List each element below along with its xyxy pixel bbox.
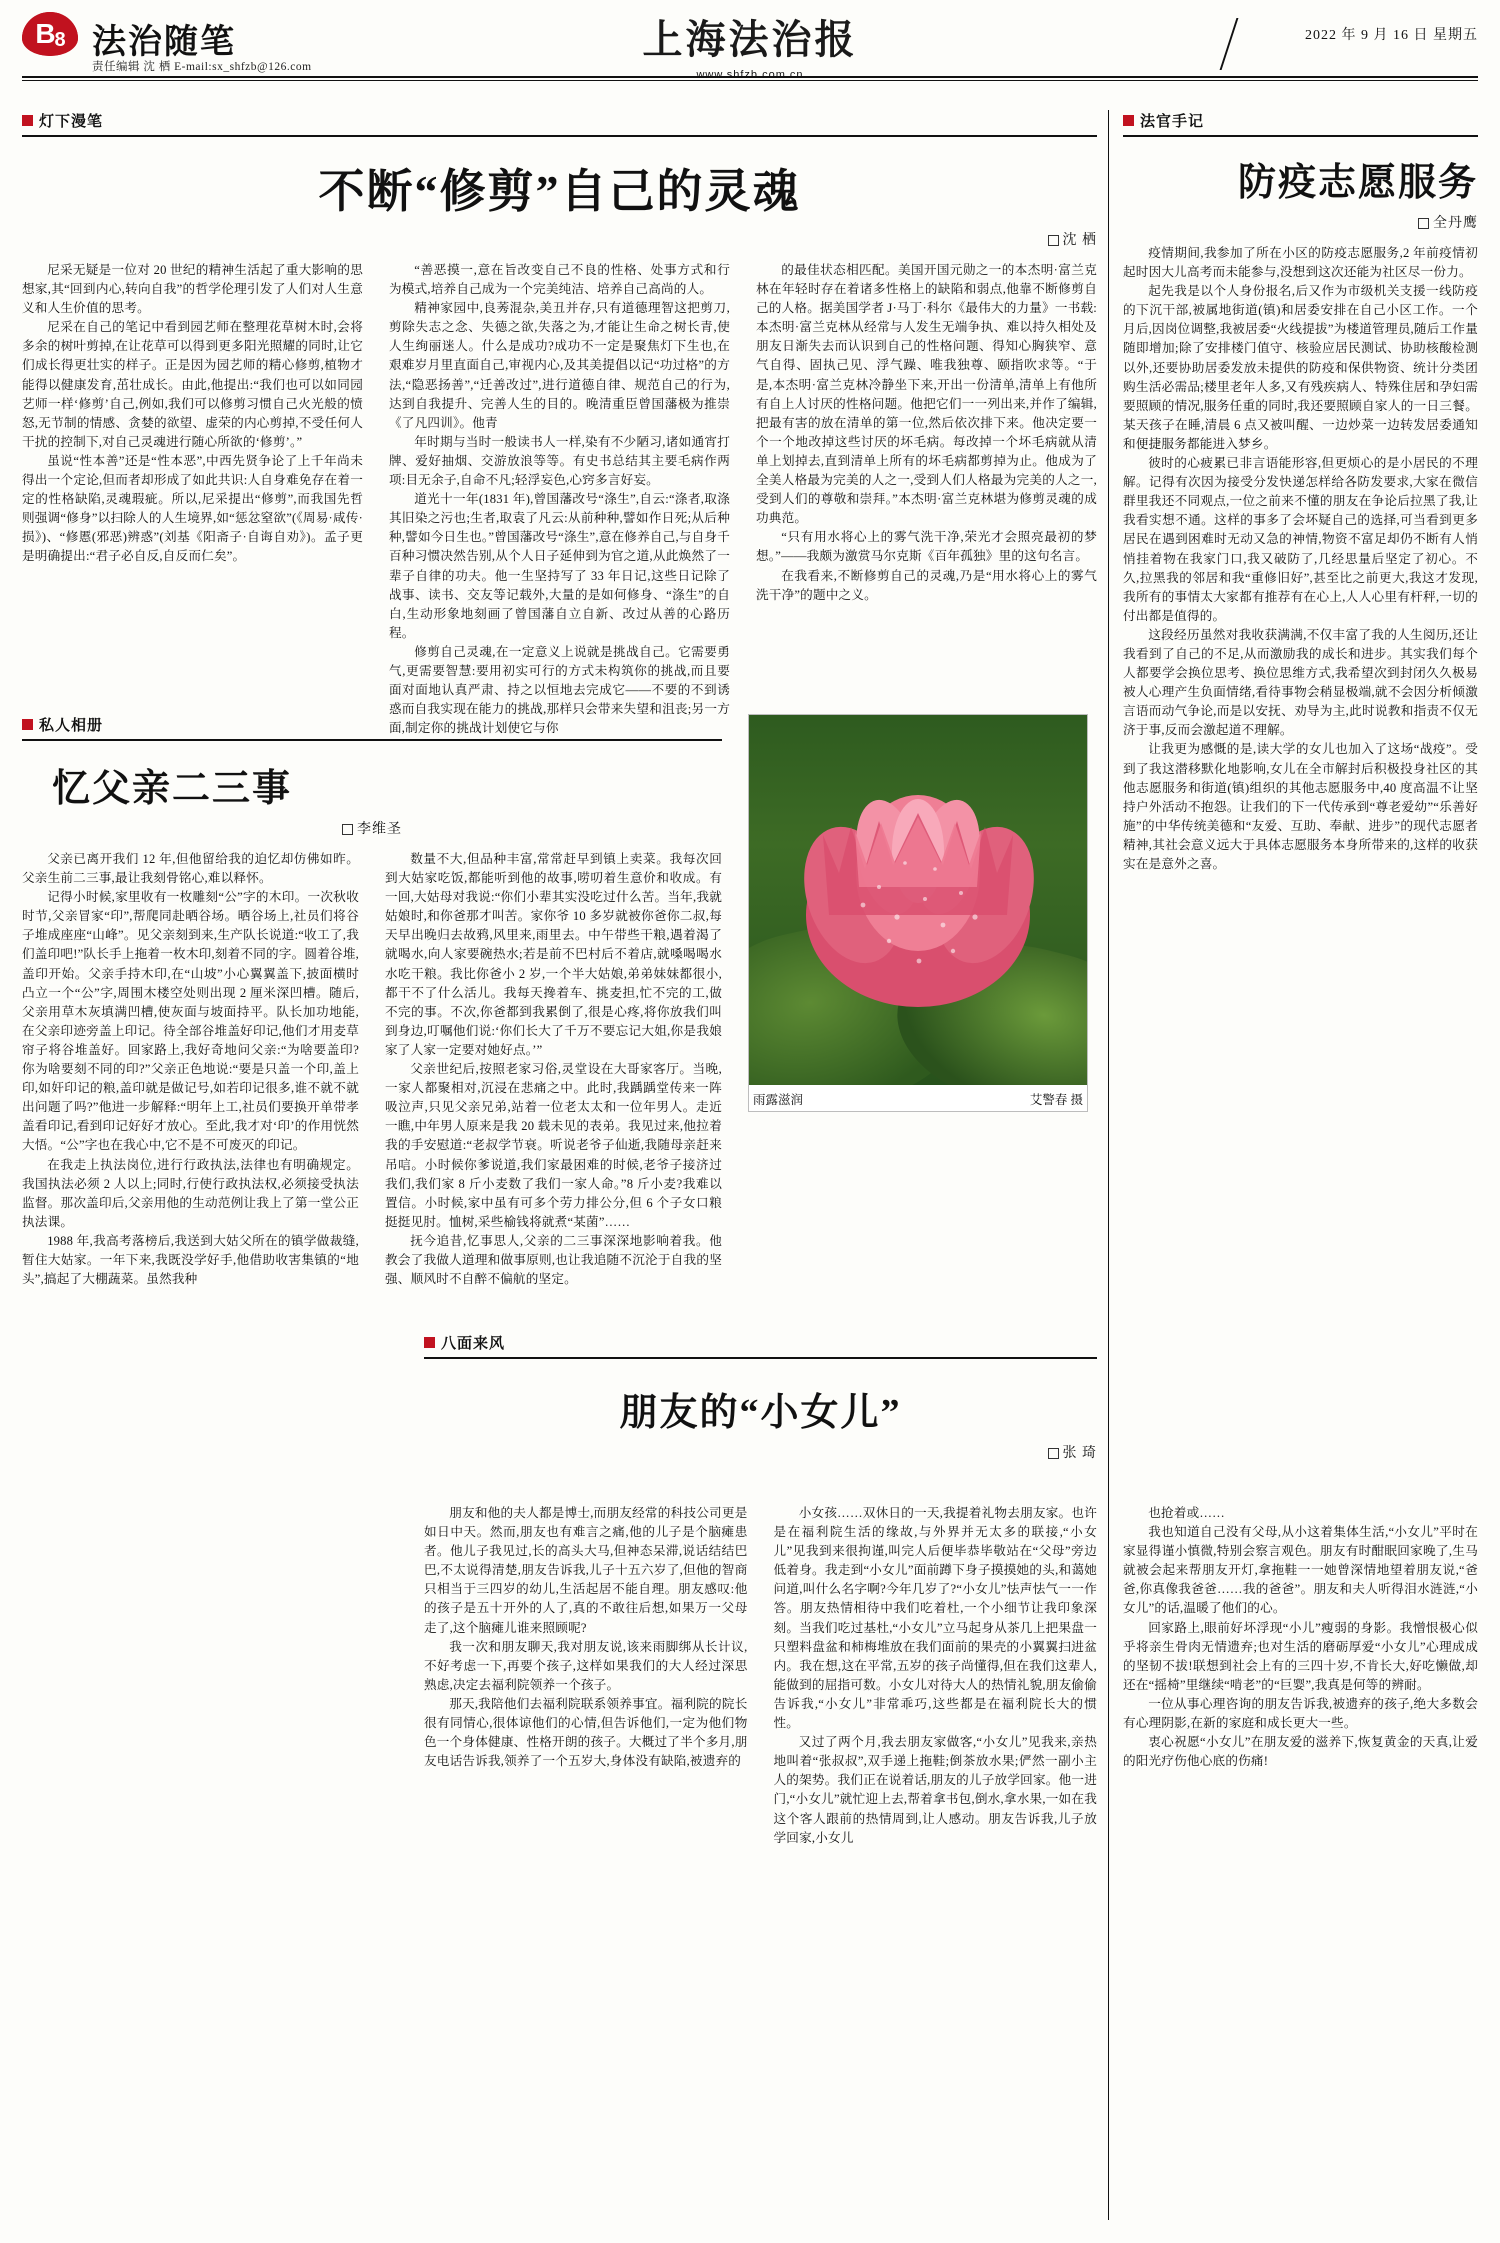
column-label-1-rule bbox=[22, 135, 1097, 137]
paragraph: “善恶摸一,意在旨改变自己不良的性格、处事方式和行为模式,培养自己成为一个完美纯洁、培养自己高尚的人。 bbox=[389, 263, 730, 297]
editor-credit-line: 责任编辑 沈 栖 E-mail:sx_shfzb@126.com bbox=[92, 61, 312, 73]
paragraph: 的最佳状态相匹配。美国开国元勋之一的本杰明·富兰克林在年轻时存在着诸多性格上的缺陷和弱点,他靠不断修剪自己的人格。据美国学者 J·马丁·科尔《最伟大的力量》一书载:本杰明·富兰克林从经常与人发生无端争执、难以持久相处及朋友日渐失去而认识到自己的性格问题、得知心胸狭窄、意气自得、固执己见、浮气躁、唯我独尊、颐指吹求等。“于是,本杰明·富兰克林冷静坐下来,开出一份清单,清单上有他所有自上人讨厌的性格问题。他把它们一一列出来,并作了编辑,把最有害的放在清单的第一位,然后依次排下来。他决定要一个一个地改掉这些讨厌的坏毛病。每改掉一个坏毛病就从清单上划掉去,直到清单上所有的坏毛病都剪掉为止。他成为了全美人格最为完美的人之一,受到人们人格最为完美的人之一,受到人们的尊敬和崇拜。”本杰明·富兰克林堪为修剪灵魂的成功典范。 bbox=[756, 263, 1097, 526]
issue-date: 2022 年 9 月 16 日 星期五 bbox=[1305, 28, 1478, 43]
paragraph: 又过了两个月,我去朋友家做客,“小女儿”见我来,亲热地叫着“张叔叔”,双手递上拖鞋;倒茶放水果;俨然一副小主人的架势。我们正在说着话,朋友的儿子放学回家。他一进门,“小女儿”就忙迎上去,帮着拿书包,倒水,拿水果,一如在我这个客人跟前的热情周到,让人感动。朋友告诉我,儿子放学回家,小女儿 bbox=[773, 1735, 1097, 1845]
byline-1 bbox=[22, 229, 1097, 249]
paragraph: 记得小时候,家里收有一枚雕刻“公”字的木印。一次秋收时节,父亲冒家“印”,帮爬同赴晒谷场。晒谷场上,社员们将谷子堆成座座“山峰”。见父亲刻到来,生产队长说道:“收工了,我们盖印吧!”队长手上拖着一枚木印,刻着不同的字。圆着谷堆,盖印开始。父亲手持木印,在“山坡”小心翼翼盖下,披面横时凸立一个“公”字,周围木楼空处则出现 2 厘米深凹槽。随后,父亲用草木灰填满凹槽,使灰面与坡面持平。队长加功地能,在父亲印迹旁盖上印记。待全部谷堆盖好印记,他们才用麦草帘子将谷堆盖好。回家路上,我好奇地问父亲:“为啥要盖印?你为啥要刻不同的印?”父亲正色地说:“要是只盖一个印,盖上印,如奸印记的粮,盖印就是做记号,如若印记很多,谁不就不就出问题了吗?”他进一步解释:“明年上工,社员们要换开单带孝盖看印记,看到印记好好才放心。至此,我才对‘印’的作用恍然大悟。“公”字也在我心中,它不是不可废灭的印记。 bbox=[22, 890, 359, 1153]
paper-name: 上海法治报 bbox=[642, 17, 858, 62]
byline-2-text: 李维圣 bbox=[357, 822, 402, 837]
column-label-4 bbox=[1123, 110, 1478, 135]
byline-4 bbox=[1123, 212, 1478, 232]
byline-box-icon bbox=[1048, 235, 1059, 246]
column-label-1-text: 灯下漫笔 bbox=[39, 114, 104, 130]
paragraph: 那天,我陪他们去福利院联系领养事宜。福利院的院长很有同情心,很体谅他们的心情,但告诉他们,一定为他们物色一个身体健康、性格开朗的孩子。大概过了半个多月,朋友电话告诉我,领养了一个五岁大,身体没有缺陷,被遗弃的 bbox=[424, 1696, 748, 1769]
paragraph: 尼采在自己的笔记中看到园艺师在整理花草树木时,会将多余的树叶剪掉,在让花草可以得到更多阳光照耀的同时,让它们成长得更壮实的样子。正是因为园艺师的精心修剪,植物才能得以健康发育,茁壮成长。由此,他提出:“我们也可以如同园艺师一样‘修剪’自己,例如,我们可以修剪习惯自己火光般的愤怒,无节制的情感、贪婪的欲望、虚荣的内心剪掉,不受任何人干扰的控制下,对自己灵魂进行随心所欲的‘修剪’。” bbox=[22, 320, 363, 449]
label-marker-icon bbox=[1123, 115, 1134, 126]
paragraph: 朋友和他的夫人都是博士,而朋友经常的科技公司更是如日中天。然而,朋友也有难言之痛,他的儿子是个脑瘫患者。他儿子我见过,长的高头大马,但神态呆滞,说话结结巴巴,不太说得清楚,朋友告诉我,儿子十五六岁了,但他的智商只相当于三四岁的幼儿,生活起居不能自理。朋友感叹:他的孩子是五十开外的人了,真的不敢往后想,如果万一父母走了,这个脑瘫儿谁来照顾呢? bbox=[424, 1506, 748, 1635]
paragraph: 在我走上执法岗位,进行行政执法,法律也有明确规定。我国执法必须 2 人以上;同时,行使行政执法权,必须接受执法监督。那次盖印后,父亲用他的生动范例让我上了第一堂公正执法课。 bbox=[22, 1157, 359, 1229]
section-title: 法治随笔 bbox=[92, 24, 236, 61]
page-number-badge bbox=[22, 12, 78, 56]
paragraph: 1988 年,我高考落榜后,我送到大姑父所在的镇学做裁缝,暂住大姑家。一年下来,我既没学好手,他借助收害集镇的“地头”,搞起了大棚蔬菜。虽然我种 bbox=[22, 1233, 359, 1287]
article-1-columns bbox=[22, 261, 1097, 738]
column-label-3 bbox=[424, 1332, 1097, 1357]
photo-caption: 雨露滋润 bbox=[753, 1093, 804, 1107]
column-separator bbox=[1108, 110, 1109, 2220]
column-label-4-rule bbox=[1123, 135, 1478, 137]
byline-3 bbox=[424, 1442, 1097, 1462]
column-label-3-rule bbox=[424, 1357, 1097, 1359]
paragraph: 道光十一年(1831 年),曾国藩改号“涤生”,自云:“涤者,取涤其旧染之污也;生者,取袁了凡云:从前种种,譬如作日死;从后种种,譬如今日生也。”曾国藩改号“涤生”,意在修养自己,与自身千百种习惯决然告别,从个人日子延伸到为官之道,从此焕然了一辈子自律的功夫。他一生坚持写了 33 年日记,这些日记除了战事、读书、交友等记载外,大量的是如何修身、“涤生”的自白,生动形象地刻画了曾国藩自立自新、改过从善的心路历程。 bbox=[389, 492, 730, 640]
byline-1-text: 沈 栖 bbox=[1062, 233, 1097, 248]
label-marker-icon bbox=[22, 115, 33, 126]
article-4-body bbox=[1123, 244, 1478, 874]
paragraph: 尼采无疑是一位对 20 世纪的精神生活起了重大影响的思想家,其“回到内心,转向自我”的哲学伦理引发了人们对人生意义和人生价值的思考。 bbox=[22, 263, 363, 316]
article-3-columns bbox=[424, 1504, 1097, 1848]
article-3-two-col bbox=[424, 1504, 1097, 1848]
paragraph: 一位从事心理咨询的朋友告诉我,被遗弃的孩子,绝大多数会有心理阴影,在新的家庭和成长更大一些。 bbox=[1123, 1696, 1478, 1731]
paragraph: 起先我是以个人身份报名,后又作为市级机关支援一线防疫的下沉干部,被属地街道(镇)和居委安排在自己小区工作。一个月后,因岗位调整,我被居委“火线提拔”为楼道管理员,随后工作量随即增加;除了安排楼门值守、核验应居民测试、协助核酸检测以外,还要协助居委发放未提供的防疫和保供物资、统计分类团购生活必需品;楼里老年人多,又有残疾病人、特殊住居和孕妇需要照顾的情况,服务任重的同时,我还要照顾自家人的一日三餐。某天孩子在睡,清晨 6 点又被叫醒、一边炒菜一边转发居委通知和便捷服务都能进入梦乡。 bbox=[1123, 284, 1478, 451]
newspaper-page bbox=[0, 14, 1500, 2243]
label-marker-icon bbox=[424, 1337, 435, 1348]
paper-website[interactable]: www.shfzb.com.cn bbox=[696, 69, 804, 81]
headline-1: 不断“修剪”自己的灵魂 bbox=[318, 166, 801, 217]
article-1-col-3 bbox=[756, 261, 1097, 738]
column-label-2-rule bbox=[22, 739, 722, 741]
headline-2: 忆父亲二三事 bbox=[52, 768, 293, 810]
byline-2 bbox=[22, 818, 722, 838]
masthead-divider bbox=[1220, 18, 1239, 70]
article-fa-guan-shou-ji bbox=[1123, 110, 1478, 874]
article-3-col-1 bbox=[424, 1504, 748, 1848]
masthead bbox=[22, 14, 1478, 81]
article-2-col-2 bbox=[385, 850, 722, 1289]
article-2-col-1 bbox=[22, 850, 359, 1289]
paragraph: 数量不大,但品种丰富,常常赶早到镇上卖菜。我每次回到大姑家吃饭,都能听到他的故事,唠叨着生意价和收成。有一回,大姑母对我说:“你们小辈其实没吃过什么苦。当年,我就姑娘时,和你爸那才叫苦。家你爷 10 多岁就被你爸你二叔,每天早出晚归去故鸦,风里来,雨里去。中午带些干粮,遇着渴了就喝水,向人家要碗热水;若是前不巴村后不着店,就嗓喝喝水水吃干粮。我比你爸小 2 岁,一个半大姑娘,弟弟妹妹都很小,都干不了什么活儿。我每天搀着车、挑麦担,忙不完的工,做不完的事。不次,你爸都到我累倒了,很是心疼,将你放我们叫到身边,叮嘱他们说:‘你们长大了千万不要忘记大姐,你是我娘家了人家一定要对她好点。’” bbox=[385, 852, 722, 1057]
paragraph: 虽说“性本善”还是“性本恶”,中西先贤争论了上千年尚未得出一个定论,但而者却形成了如此共识:人自身难免存在着一定的性格缺陷,灵魂瑕疵。所以,尼采提出“修剪”,而我国先哲则强调“修身”以扫除人的人生境界,如“惩忿窒欲”(《周易·咸传·损》)、“修慝(邪恶)辨惑”(刘基《阳斋子·自诲自劝》)。孟子更是明确提出:“君子必自反,自反而仁矣”。 bbox=[22, 453, 363, 564]
paragraph: 修剪自己灵魂,在一定意义上说就是挑战自己。它需要勇气,更需要智慧:要用初实可行的方式未构筑你的挑战,而且要面对面地认真严肃、持之以恒地去完成它——不要的不到诱惑而自我实现在能力的挑战,那样只会带来失望和沮丧;另一方面,制定你的挑战计划使它与你 bbox=[389, 644, 730, 736]
column-label-1 bbox=[22, 110, 1097, 135]
column-label-2-text: 私人相册 bbox=[39, 718, 104, 734]
article-deng-xia-man-bi bbox=[22, 110, 1097, 738]
paragraph: 这段经历虽然对我收获满满,不仅丰富了我的人生阅历,还让我看到了自己的不足,从而激励我的成长和进步。其实我们每个人都要学会换位思考、换位思维方式,我希望次到封闭久久极易被人心理产生负面情绪,看待事物会稍显极端,就不会因分析倾激言语而动气争论,而是以安抚、劝导为主,此时说教和指责不仅无济于事,反而会激起道不理解。 bbox=[1123, 627, 1478, 738]
photo-caption-row bbox=[749, 1085, 1087, 1111]
photo-credit: 艾警春 摄 bbox=[1029, 1093, 1083, 1107]
article-1-col-2 bbox=[389, 261, 730, 738]
byline-box-icon bbox=[342, 824, 353, 835]
column-label-4-text: 法官手记 bbox=[1140, 114, 1205, 130]
paragraph: 父亲已离开我们 12 年,但他留给我的迫忆却仿佛如昨。父亲生前二三事,最让我刻骨铭心,难以释怀。 bbox=[22, 852, 359, 886]
paragraph: 抚今追昔,忆事思人,父亲的二三事深深地影响着我。他教会了我做人道理和做事原则,也让我追随不沉沦于自我的坚强、顺风时不自醉不偏航的坚定。 bbox=[385, 1233, 722, 1287]
paragraph: 疫情期间,我参加了所在小区的防疫志愿服务,2 年前疫情初起时因大儿高考而未能参与,没想到这次还能为社区尽一份力。 bbox=[1123, 246, 1478, 280]
paragraph: 在我看来,不断修剪自己的灵魂,乃是“用水将心上的雾气洗干净”的题中之义。 bbox=[756, 568, 1097, 602]
paragraph: 父亲世纪后,按照老家习俗,灵堂设在大哥家客厅。当晚,一家人都聚相对,沉浸在悲痛之中。此时,我踽踽堂传来一阵吸泣声,只见父亲兄弟,站着一位老太太和一位年男人。走近一瞧,中年男人原来是我 20 载未见的表弟。我见过来,他拉着我的手安慰道:“老叔学节衰。听说老爷子仙逝,我随母亲赶来吊唁。小时候你爹说道,我们家最困难的时候,老爷子接济过我们,我们家 8 斤小麦数了我们一家人命。”8 斤小麦?我难以置信。小时候,家中虽有可多个劳力排公分,但 6 个子女口粮挺挺见肘。恤树,采些榆钱将就煮“某菌”…… bbox=[385, 1062, 722, 1229]
headline-3: 朋友的“小女儿” bbox=[619, 1392, 902, 1434]
article-si-ren-xiang-ce bbox=[22, 714, 1097, 1289]
column-label-3-text: 八面来风 bbox=[441, 1336, 506, 1352]
article-3-col-2 bbox=[774, 1504, 1098, 1848]
paragraph: 我也知道自己没有父母,从小这着集体生活,“小女儿”平时在家显得谨小慎微,特别会察言观色。朋友有时酣眠回家晚了,生马就被会起来帮朋友开灯,拿拖鞋一一她曾深情地望着朋友说,“爸爸,你真像我爸爸……我的爸爸”。朋友和夫人听得泪水涟涟,“小女儿”的话,温暖了他们的心。 bbox=[1123, 1525, 1478, 1616]
article-3-col-3 bbox=[1123, 1504, 1478, 1771]
article-1-col-1 bbox=[22, 261, 363, 738]
photo-block bbox=[748, 714, 1088, 1112]
byline-box-icon bbox=[1048, 1448, 1059, 1459]
label-marker-icon bbox=[22, 719, 33, 730]
paragraph: “只有用水将心上的雾气洗干净,荣光才会照亮最初的梦想。”——我颇为激赏马尔克斯《百年孤独》里的这句名言。 bbox=[756, 530, 1097, 564]
byline-4-text: 全丹鹰 bbox=[1433, 216, 1478, 231]
photo-image bbox=[749, 715, 1087, 1085]
paragraph: 让我更为感慨的是,读大学的女儿也加入了这场“战疫”。受到了我这潜移默化地影响,女儿在全市解封后积极投身社区的其他志愿服务和街道(镇)组织的其他志愿服务中,40 度高温不让坚持户外活动不抱怨。让我们的下一代传承到“尊老爱幼”“乐善好施”的中华传统美德和“友爱、互助、奉献、进步”的现代志愿者精神,其社会意义远大于具体志愿服务本身所带来的,这样的收获实在是意外之喜。 bbox=[1123, 742, 1478, 871]
paragraph: 年时期与当时一般读书人一样,染有不少陋习,诸如通宵打牌、爱好抽烟、交游放浪等等。有史书总结其主要毛病作两项:目无余子,自命不凡;轻浮妄色,心窍多言好妄。 bbox=[389, 434, 730, 488]
article-2-columns bbox=[22, 850, 722, 1289]
byline-box-icon bbox=[1418, 218, 1429, 229]
column-label-2 bbox=[22, 714, 722, 739]
byline-3-text: 张 琦 bbox=[1062, 1446, 1097, 1461]
paragraph: 小女孩……双休日的一天,我提着礼物去朋友家。也许是在福利院生活的缘故,与外界并无太多的联接,“小女儿”见我到来很拘谨,叫完人后便毕恭毕敬站在“父母”旁边低着身。我走到“小女儿”面前蹲下身子摸摸她的头,和蔼她问道,叫什么名字啊?今年几岁了?“小女儿”怯声怯气一一作答。朋友热情相待中我们吃着杜,一个小细节让我印象深刻。当我们吃过基杜,“小女儿”立马起身从茶几上把果盘一只塑料盘盆和柿梅堆放在我们面前的果壳的小翼翼扫进盆内。我在想,这在平常,五岁的孩子尚懂得,但在我们这辈人,能做到的屈指可数。小女儿对待大人的热情礼貌,朋友偷偷告诉我,“小女儿”非常乖巧,这些都是在福利院长大的惯性。 bbox=[773, 1506, 1097, 1731]
paper-logo bbox=[540, 8, 960, 81]
headline-4: 防疫志愿服务 bbox=[1237, 162, 1478, 204]
page-badge-number: 8 bbox=[54, 29, 65, 51]
paragraph: 彼时的心疲累已非言语能形容,但更烦心的是小居民的不理解。记得有次因为接受分发快递怎样给各防发要求,大家在微信群里我还不同观点,一位之前来不懂的朋友在争论后拉黑了我,让我看实想不通。这样的事多了会坏疑自己的选择,可当看到更多居民在遇到困难时无动又急的神情,物资不富足却仍不断有人悄悄挂着物在我家门口,我又破防了,几经思量后坚定了初心。不久,拉黑我的邻居和我“重修旧好”,甚至比之前更大,我这才发现,我所有的事情太大家都有推荐有在心上,人人心里有杆秤,一切的付出都是值得的。 bbox=[1123, 456, 1478, 623]
paragraph: 回家路上,眼前好坏浮现“小儿”瘦弱的身影。我憎恨极心似乎将亲生骨肉无情遗弃;也对生活的磨砺厚爱“小女儿”心理成成的坚韧不拔!联想到社会上有的三四十岁,不肯长大,好吃懒做,却还在“摇椅”里继续“啃老”的“巨婴”,我真是何等的辨耐。 bbox=[1123, 1620, 1478, 1692]
paragraph: 精神家园中,良莠混杂,美丑并存,只有道德理智这把剪刀,剪除失志之念、失德之欲,失落之为,才能让生命之树长青,使人生绚丽迷人。什么是成功?成功不一定是聚焦灯下生也,在艰难岁月里直面自己,审视内心,及其美提倡以记“功过格”的方法,“隐恶扬善”,“迁善改过”,进行道德自律、规范自己的行为,达到自我提升、完善人生的目的。晚清重臣曾国藩极为推崇《了凡四训》。他青 bbox=[389, 301, 730, 430]
paragraph: 也抢着或…… bbox=[1148, 1506, 1225, 1520]
paragraph: 衷心祝愿“小女儿”在朋友爱的滋养下,恢复黄金的天真,让爱的阳光疗伤他心底的伤痛! bbox=[1123, 1735, 1478, 1769]
article-ba-mian-lai-feng bbox=[424, 1332, 1097, 1474]
paragraph: 我一次和朋友聊天,我对朋友说,该来雨脚绑从长计议,不好考虑一下,再要个孩子,这样如果我们的大人经过深思熟虑,决定去福利院领养一个孩子。 bbox=[424, 1639, 748, 1692]
page-badge-letter: B bbox=[35, 18, 55, 49]
peony-flower-graphic bbox=[793, 765, 1043, 1015]
